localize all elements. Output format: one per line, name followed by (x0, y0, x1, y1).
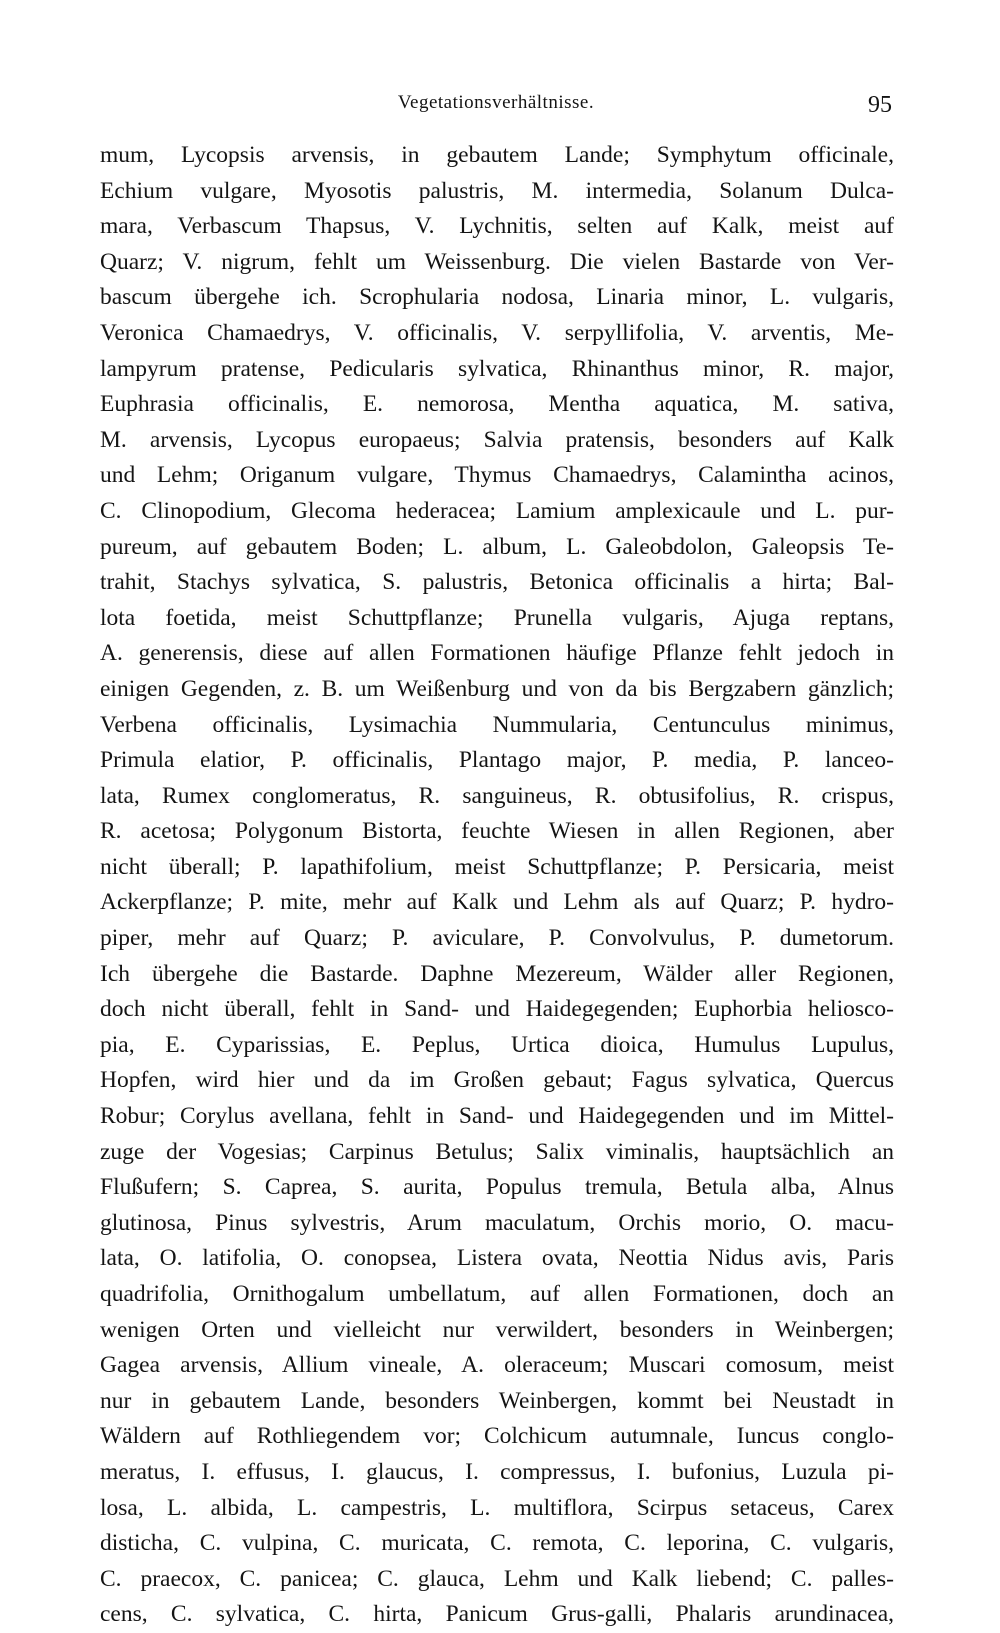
text-line: disticha, C. vulpina, C. muricata, C. remota, C. leporina, C. vulgaris, (100, 1530, 894, 1557)
text-line: lata, Rumex conglomeratus, R. sanguineus, R. obtusifolius, R. crispus, (100, 782, 894, 809)
text-line: Robur; Corylus avellana, fehlt in Sand- und Haidegegenden und im Mittel- (100, 1103, 894, 1130)
text-line: losa, L. albida, L. campestris, L. multiflora, Scirpus setaceus, Carex (100, 1494, 894, 1521)
text-line: glutinosa, Pinus sylvestris, Arum maculatum, Orchis morio, O. macu- (100, 1209, 894, 1236)
text-line: lampyrum pratense, Pedicularis sylvatica, Rhinanthus minor, R. major, (100, 355, 894, 382)
text-line: lata, O. latifolia, O. conopsea, Listera ovata, Neottia Nidus avis, Paris (100, 1245, 894, 1272)
text-line: trahit, Stachys sylvatica, S. palustris, Betonica officinalis a hirta; Bal- (100, 569, 894, 596)
body-text (100, 138, 894, 1633)
text-line: A. generensis, diese auf allen Formationen häufige Pflanze fehlt jedoch in (100, 640, 894, 667)
text-line: pureum, auf gebautem Boden; L. album, L. Galeobdolon, Galeopsis Te- (100, 533, 894, 560)
text-line: C. Clinopodium, Glecoma hederacea; Lamium amplexicaule und L. pur- (100, 497, 894, 524)
text-line: meratus, I. effusus, I. glaucus, I. compressus, I. bufonius, Luzula pi- (100, 1458, 894, 1485)
text-line: Flußufern; S. Caprea, S. aurita, Populus tremula, Betula alba, Alnus (100, 1174, 894, 1201)
page-number: 95 (868, 92, 892, 118)
text-line: Quarz; V. nigrum, fehlt um Weissenburg. Die vielen Bastarde von Ver- (100, 248, 894, 275)
running-title: Vegetationsverhältnisse. (397, 92, 595, 113)
text-line: Gagea arvensis, Allium vineale, A. oleraceum; Muscari comosum, meist (100, 1352, 894, 1379)
text-line: Euphrasia officinalis, E. nemorosa, Mentha aquatica, M. sativa, (100, 391, 894, 418)
text-line: piper, mehr auf Quarz; P. aviculare, P. Convolvulus, P. dumetorum. (100, 925, 894, 952)
text-line: mum, Lycopsis arvensis, in gebautem Lande; Symphytum officinale, (100, 142, 894, 168)
text-line: lota foetida, meist Schuttpflanze; Prunella vulgaris, Ajuga reptans, (100, 604, 894, 631)
text-line: pia, E. Cyparissias, E. Peplus, Urtica dioica, Humulus Lupulus, (100, 1031, 894, 1058)
text-line: und Lehm; Origanum vulgare, Thymus Chamaedrys, Calamintha acinos, (100, 462, 894, 489)
text-line: R. acetosa; Polygonum Bistorta, feuchte Wiesen in allen Regionen, aber (100, 818, 894, 845)
text-line: M. arvensis, Lycopus europaeus; Salvia pratensis, besonders auf Kalk (100, 426, 894, 453)
text-line: Verbena officinalis, Lysimachia Nummularia, Centunculus minimus, (100, 711, 894, 738)
text-line: C. praecox, C. panicea; C. glauca, Lehm und Kalk liebend; C. palles- (100, 1565, 894, 1592)
text-line: zuge der Vogesias; Carpinus Betulus; Salix viminalis, hauptsächlich an (100, 1138, 894, 1165)
text-line: nur in gebautem Lande, besonders Weinbergen, kommt bei Neustadt in (100, 1387, 894, 1414)
text-line: cens, C. sylvatica, C. hirta, Panicum Grus-galli, Phalaris arundinacea, (100, 1601, 894, 1628)
text-line: einigen Gegenden, z. B. um Weißenburg und von da bis Bergzabern gänzlich; (100, 675, 894, 702)
text-line: Primula elatior, P. officinalis, Plantago major, P. media, P. lanceo- (100, 747, 894, 774)
text-line: wenigen Orten und vielleicht nur verwildert, besonders in Weinbergen; (100, 1316, 894, 1343)
text-line: bascum übergehe ich. Scrophularia nodosa, Linaria minor, L. vulgaris, (100, 284, 894, 311)
page-header (100, 92, 892, 126)
text-line: Ackerpflanze; P. mite, mehr auf Kalk und Lehm als auf Quarz; P. hydro- (100, 889, 894, 916)
text-line: Veronica Chamaedrys, V. officinalis, V. serpyllifolia, V. arventis, Me- (100, 319, 894, 346)
text-line: nicht überall; P. lapathifolium, meist Schuttpflanze; P. Persicaria, meist (100, 853, 894, 880)
text-line: quadrifolia, Ornithogalum umbellatum, auf allen Formationen, doch an (100, 1281, 894, 1307)
text-line: Hopfen, wird hier und da im Großen gebaut; Fagus sylvatica, Quercus (100, 1067, 894, 1094)
text-line: doch nicht überall, fehlt in Sand- und Haidegegenden; Euphorbia heliosco- (100, 996, 894, 1023)
text-line: Wäldern auf Rothliegendem vor; Colchicum autumnale, Iuncus conglo- (100, 1423, 894, 1450)
text-line: Echium vulgare, Myosotis palustris, M. intermedia, Solanum Dulca- (100, 177, 894, 204)
text-line: mara, Verbascum Thapsus, V. Lychnitis, selten auf Kalk, meist auf (100, 213, 894, 240)
text-line: Ich übergehe die Bastarde. Daphne Mezereum, Wälder aller Regionen, (100, 960, 894, 987)
